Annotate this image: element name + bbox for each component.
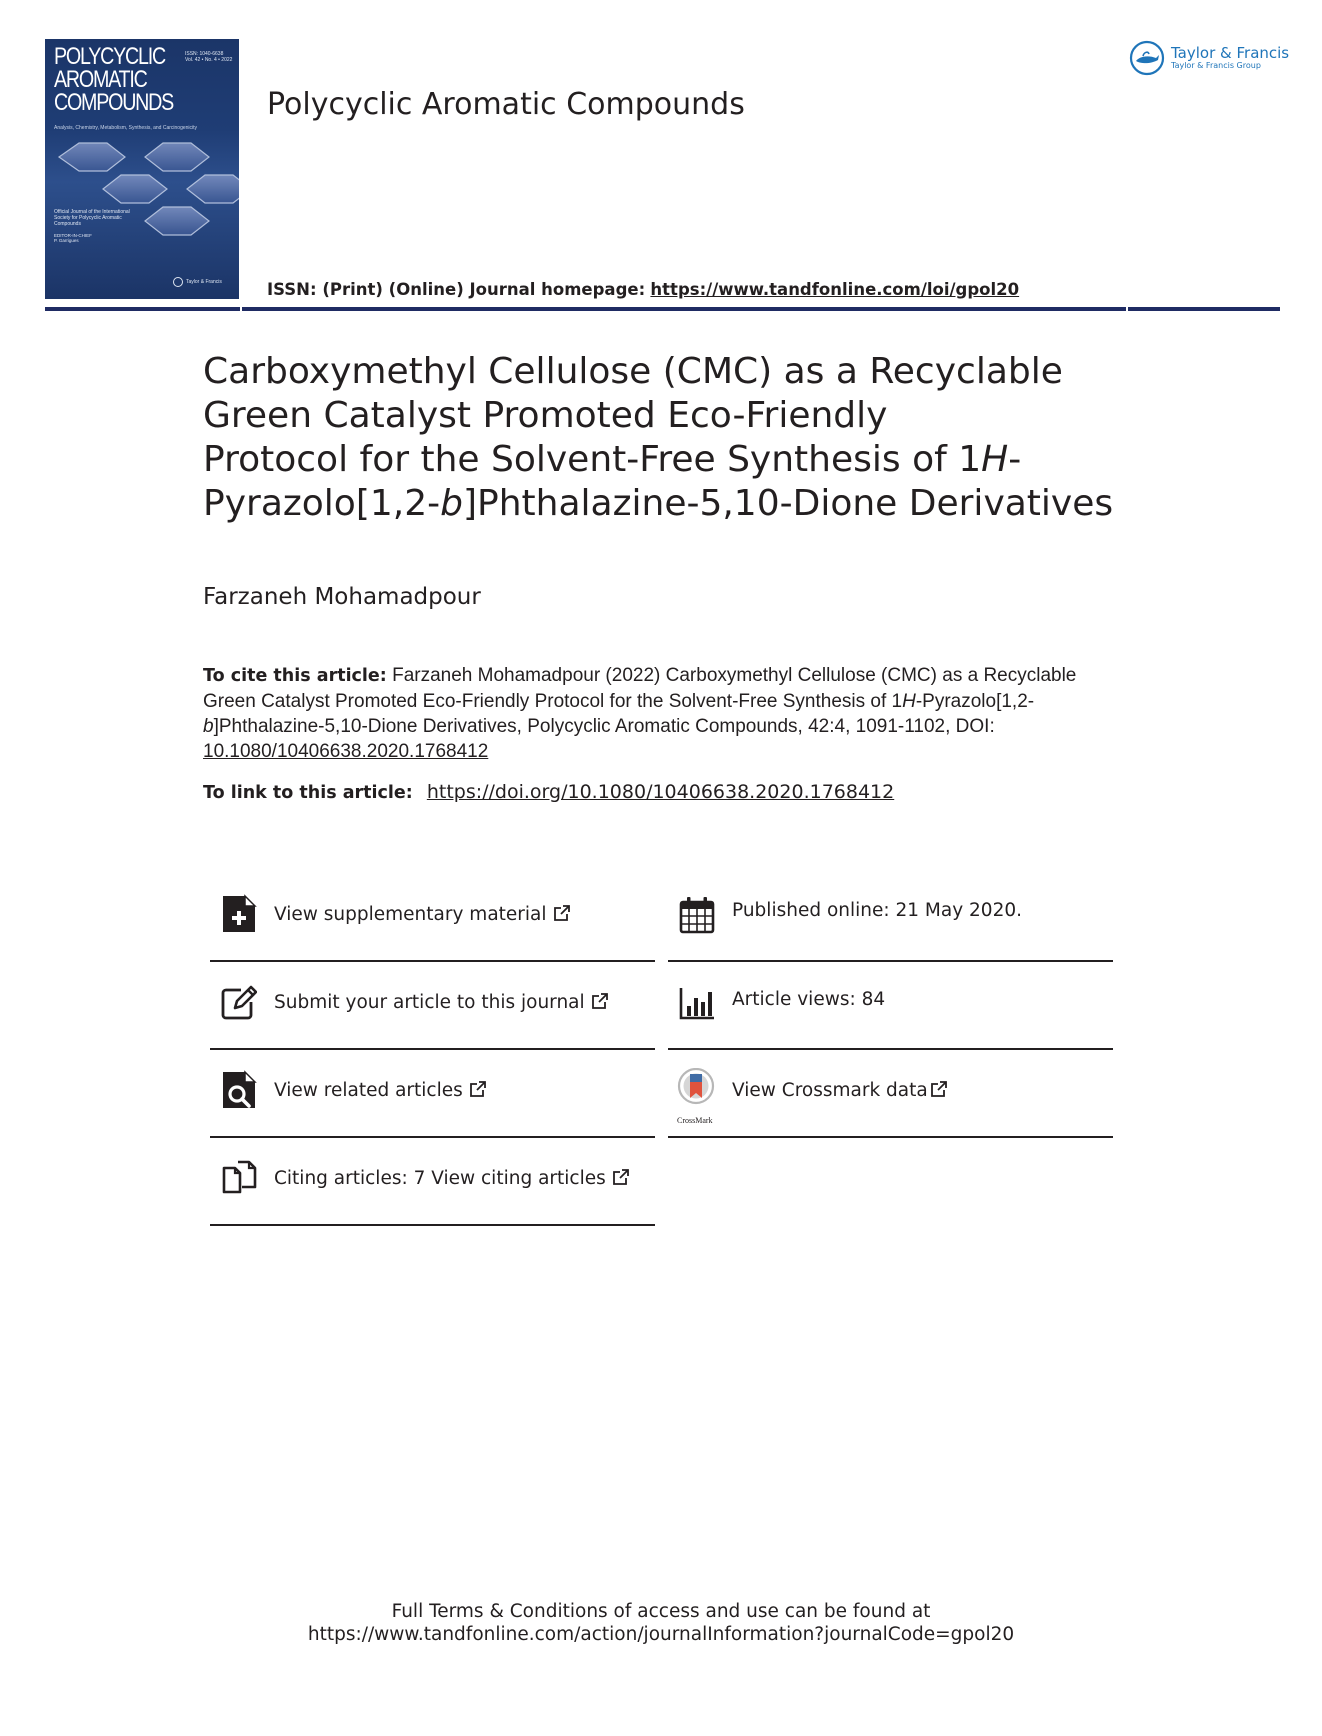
related-label: View related articles <box>274 1080 463 1101</box>
document-search-icon <box>221 1070 257 1110</box>
issn-line <box>267 280 1019 299</box>
cover-publisher-icon <box>173 277 183 287</box>
title-text: Green Catalyst Promoted Eco-Friendly <box>203 395 888 436</box>
bar-chart-icon <box>679 982 715 1022</box>
author-name: Farzaneh Mohamadpour <box>203 584 481 610</box>
cover-publisher <box>173 275 233 289</box>
citation-block <box>203 663 1123 764</box>
header-rule-gap <box>240 307 242 311</box>
supplementary-label: View supplementary material <box>274 904 547 925</box>
cover-issn <box>185 51 235 63</box>
title-text: Carboxymethyl Cellulose (CMC) as a Recyclable <box>203 351 1063 392</box>
related-articles-box[interactable] <box>210 1050 655 1138</box>
title-text: - <box>1008 439 1022 480</box>
citation-text: -Pyrazolo[1,2- <box>915 691 1035 712</box>
journal-cover-image <box>45 39 239 299</box>
cover-society <box>54 209 144 227</box>
title-text: ]Phthalazine-5,10-Dione Derivatives <box>462 483 1114 524</box>
article-doi-link[interactable]: https://doi.org/10.1080/10406638.2020.1768412 <box>426 781 895 803</box>
taylor-francis-lamp-icon <box>1129 40 1165 76</box>
external-link-icon <box>553 904 571 922</box>
calendar-icon <box>679 894 715 934</box>
published-online-box <box>668 874 1113 962</box>
cover-editor-line: EDITOR-IN-CHIEF <box>54 233 92 238</box>
crossmark-logo-text: CrossMark <box>677 1116 713 1125</box>
citation-italic: H <box>902 691 916 712</box>
journal-name: Polycyclic Aromatic Compounds <box>267 87 745 122</box>
citation-italic: b <box>203 716 214 737</box>
cover-title-line: AROMATIC <box>54 66 147 93</box>
external-link-icon <box>930 1080 948 1098</box>
title-line <box>203 350 1123 394</box>
citation-text: ]Phthalazine-5,10-Dione Derivatives, Polycyclic Aromatic Compounds, 42:4, 1091-1102, DOI: <box>213 716 995 737</box>
taylor-francis-logo[interactable] <box>1129 39 1289 77</box>
terms-footer <box>0 1600 1322 1646</box>
publisher-group: Taylor & Francis Group <box>1171 61 1261 70</box>
title-italic: b <box>440 483 463 524</box>
crossmark-box[interactable] <box>668 1050 1113 1138</box>
header-rule-gap <box>1126 307 1128 311</box>
article-views-box <box>668 962 1113 1050</box>
crossmark-label: View Crossmark data <box>732 1080 928 1101</box>
supplementary-material-box[interactable] <box>210 874 655 962</box>
article-title <box>203 350 1123 526</box>
article-link-label: To link to this article: <box>203 783 413 803</box>
cover-editor-line: P. Garrigues <box>54 238 79 243</box>
citation-doi-link[interactable]: 10.1080/10406638.2020.1768412 <box>203 741 489 762</box>
citing-articles-box[interactable] <box>210 1138 655 1226</box>
submit-article-link[interactable] <box>274 992 609 1013</box>
title-line <box>203 394 1123 438</box>
cover-editor <box>54 233 144 243</box>
submit-article-box[interactable] <box>210 962 655 1050</box>
citation-label: To cite this article: <box>203 666 387 686</box>
title-text: Protocol for the Solvent-Free Synthesis of 1 <box>203 439 982 480</box>
external-link-icon <box>469 1080 487 1098</box>
title-line <box>203 438 1123 482</box>
cover-society-line: Compounds <box>54 221 81 227</box>
related-articles-link[interactable] <box>274 1080 487 1101</box>
journal-homepage-link[interactable]: https://www.tandfonline.com/loi/gpol20 <box>650 280 1020 299</box>
crossmark-link[interactable] <box>732 1080 948 1101</box>
cover-society-line: Official Journal of the International <box>54 209 130 215</box>
cover-title-line: POLYCYCLIC <box>54 43 165 70</box>
edit-pencil-icon <box>221 982 257 1022</box>
taylor-francis-text <box>1171 45 1289 71</box>
cover-subtitle: Analysis, Chemistry, Metabolism, Synthesis, and Carcinogenicity <box>54 125 198 131</box>
title-line <box>203 482 1123 526</box>
submit-label: Submit your article to this journal <box>274 992 585 1013</box>
header-rule <box>45 307 1280 311</box>
citing-articles-link[interactable] <box>274 1168 630 1189</box>
cover-hexagon-graphic <box>45 135 239 265</box>
terms-line: Full Terms & Conditions of access and use can be found at <box>391 1601 931 1622</box>
cover-society-line: Society for Polycyclic Aromatic <box>54 215 122 221</box>
copy-documents-icon <box>221 1158 257 1198</box>
cover-issn-number: ISSN: 1040-6638 <box>185 51 224 57</box>
title-text: Pyrazolo[1,2- <box>203 483 441 524</box>
citing-label: Citing articles: 7 View citing articles <box>274 1168 606 1189</box>
external-link-icon <box>591 992 609 1010</box>
published-online-date: Published online: 21 May 2020. <box>732 900 1023 921</box>
supplementary-material-link[interactable] <box>274 904 571 925</box>
cover-volume: Vol. 42 • No. 4 • 2022 <box>185 57 233 63</box>
crossmark-icon <box>676 1068 716 1114</box>
citation-text: Farzaneh Mohamadpour (2022) Carboxymethyl Cellulose (CMC) as a Recyclable Green Catalyst Promoted Eco-Friendly Protocol for the Solvent-Free Synthesis of 1 <box>203 665 1077 712</box>
title-italic: H <box>981 439 1009 480</box>
article-views-count: Article views: 84 <box>732 989 886 1010</box>
article-link-line <box>203 781 894 803</box>
cover-publisher-name: Taylor & Francis <box>186 279 222 285</box>
external-link-icon <box>612 1168 630 1186</box>
cover-title-line: COMPOUNDS <box>54 89 174 116</box>
document-plus-icon <box>221 894 257 934</box>
cover-title <box>54 43 174 116</box>
issn-label: ISSN: (Print) (Online) Journal homepage: <box>267 280 646 299</box>
terms-url[interactable]: https://www.tandfonline.com/action/journalInformation?journalCode=gpol20 <box>307 1624 1015 1645</box>
publisher-name: Taylor & Francis <box>1171 44 1290 62</box>
